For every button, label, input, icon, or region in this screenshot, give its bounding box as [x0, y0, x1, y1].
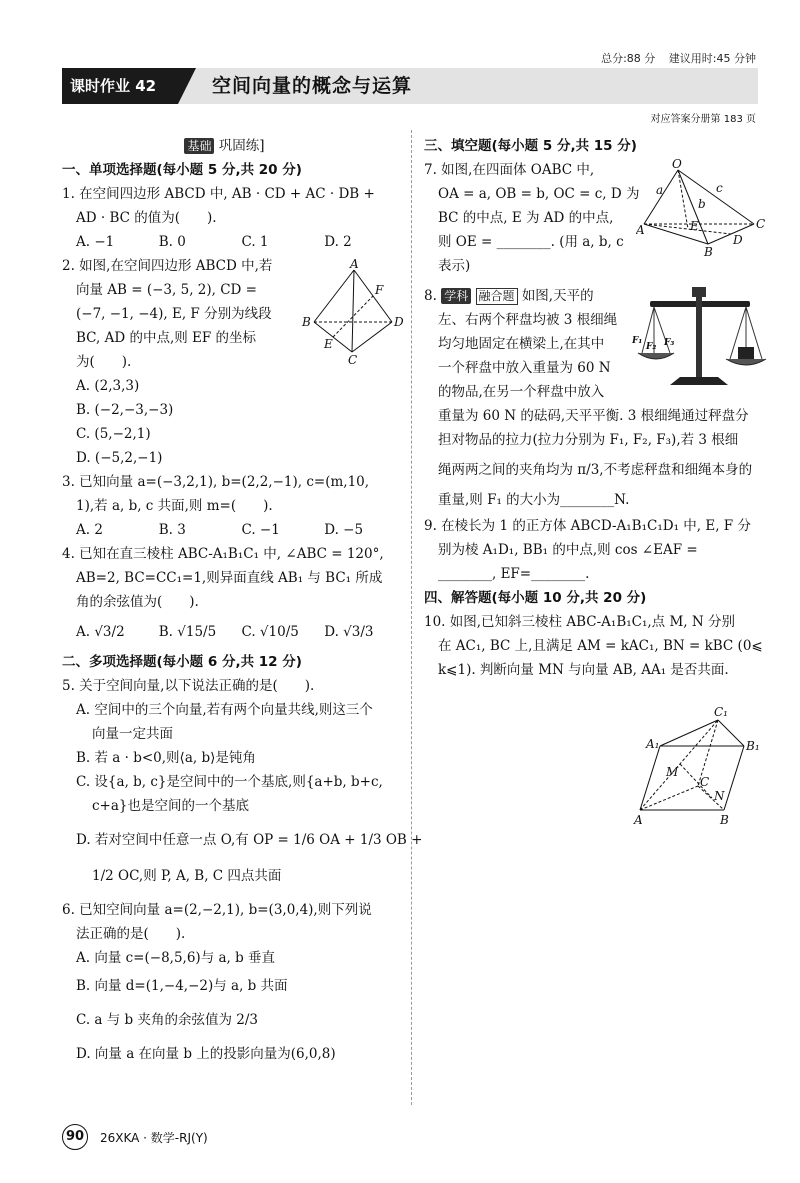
q10-line: 10. 如图,已知斜三棱柱 ABC-A₁B₁C₁,点 M, N 分别: [424, 614, 735, 630]
fig7-label: c: [716, 181, 723, 195]
question-4: [62, 542, 407, 644]
question-9: [424, 514, 760, 586]
q5-option-a[interactable]: A. 空间中的三个向量,若有两个向量共线,则这三个: [76, 702, 373, 718]
level-text: 巩固练]: [218, 138, 265, 154]
q4-line: 4. 已知在直三棱柱 ABC-A₁B₁C₁ 中, ∠ABC = 120°,: [62, 546, 384, 562]
q4-option-c[interactable]: C. √10/5: [241, 624, 299, 640]
q6-option-b[interactable]: B. 向量 d=(1,−4,−2)与 a, b 共面: [76, 978, 288, 994]
q8-line: 担对物品的拉力(拉力分别为 F₁, F₂, F₃),若 3 根细: [438, 432, 739, 448]
q4-option-b[interactable]: B. √15/5: [158, 624, 217, 640]
q2-option-d[interactable]: D. (−5,2,−1): [76, 450, 163, 466]
fig10-label: M: [666, 765, 679, 779]
integration-badge: 融合题: [476, 288, 518, 305]
level-heading: [62, 134, 407, 158]
q3-line: 3. 已知向量 a=(−3,2,1), b=(2,2,−1), c=(m,10,: [62, 474, 370, 490]
q4-option-d[interactable]: D. √3/3: [324, 624, 374, 640]
subject-badge: 学科: [441, 288, 471, 304]
q1-line: AD · BC 的值为( ).: [76, 210, 217, 226]
q7-line: BC 的中点, E 为 AD 的中点,: [438, 210, 614, 226]
figure-q2-tetrahedron: [300, 258, 410, 368]
page-title: 空间向量的概念与运算: [212, 75, 413, 97]
fig2-label: D: [394, 315, 404, 329]
fig7-label: a: [656, 183, 664, 197]
fig10-label: C: [700, 775, 710, 789]
q3-option-c[interactable]: C. −1: [241, 522, 280, 538]
score-info: [591, 50, 756, 66]
q1-option-c[interactable]: C. 1: [241, 234, 269, 250]
q6-option-a[interactable]: A. 向量 c=(−8,5,6)与 a, b 垂直: [76, 950, 276, 966]
q4-option-a[interactable]: A. √3/2: [76, 624, 125, 640]
q2-line: 向量 AB = (−3, 5, 2), CD =: [76, 282, 257, 298]
book-code: 26XKA · 数学-RJ(Y): [100, 1131, 208, 1145]
fig2-label: A: [350, 258, 359, 271]
q3-option-a[interactable]: A. 2: [76, 522, 103, 538]
figure-q8-balance: [630, 285, 770, 395]
q8-line: 重量为 60 N 的砝码,天平平衡. 3 根细绳通过秤盘分: [438, 408, 749, 424]
q4-line: AB=2, BC=CC₁=1,则异面直线 AB₁ 与 BC₁ 所成: [76, 570, 383, 586]
q8-line: 的物品,在另一个秤盘中放入: [438, 384, 605, 400]
figure-q10-prism: [632, 706, 768, 830]
q1-option-d[interactable]: D. 2: [324, 234, 352, 250]
q7-answer-line[interactable]: 则 OE = ________. (用 a, b, c: [438, 234, 624, 250]
q5-option-b[interactable]: B. 若 a · b<0,则⟨a, b⟩是钝角: [76, 750, 256, 766]
q2-option-c[interactable]: C. (5,−2,1): [76, 426, 151, 442]
q2-option-b[interactable]: B. (−2,−3,−3): [76, 402, 174, 418]
q7-line: 7. 如图,在四面体 OABC 中,: [424, 162, 595, 178]
fig7-label: D: [733, 233, 743, 247]
q6-line: 6. 已知空间向量 a=(2,−2,1), b=(3,0,4),则下列说: [62, 902, 372, 918]
question-10: [424, 610, 763, 682]
q2-line: (−7, −1, −4), E, F 分别为线段: [76, 306, 272, 322]
fig7-label: E: [690, 219, 699, 233]
section-multiple-choice: 二、多项选择题(每小题 6 分,共 12 分): [62, 654, 302, 670]
q5-option-a-cont: 向量一定共面: [92, 726, 173, 742]
fig10-label: A₁: [646, 737, 660, 751]
fig10-label: A: [634, 813, 643, 827]
q3-line: 1),若 a, b, c 共面,则 m=( ).: [76, 498, 273, 514]
q1-line: 1. 在空间四边形 ABCD 中, AB · CD + AC · DB +: [62, 186, 375, 202]
answer-reference: 对应答案分册第 183 页: [650, 114, 756, 125]
fig2-label: E: [324, 337, 333, 351]
figure-q7-tetrahedron: [636, 158, 766, 258]
q5-option-d-cont: 1/2 OC,则 P, A, B, C 四点共面: [92, 868, 282, 884]
q4-line: 角的余弦值为( ).: [76, 594, 199, 610]
q2-line: 为( ).: [76, 354, 132, 370]
question-6: [62, 898, 407, 1066]
level-badge: 基础: [184, 138, 214, 154]
section-solution: 四、解答题(每小题 10 分,共 20 分): [424, 590, 647, 606]
fig2-label: B: [302, 315, 311, 329]
q8-number: 8.: [424, 288, 437, 304]
q8-line: 绳两两之间的夹角均为 π/3,不考虑秤盘和细绳本身的: [438, 462, 753, 478]
q5-option-c-cont: c+a}也是空间的一个基底: [92, 798, 250, 814]
q8-line: 左、右两个秤盘均被 3 根细绳: [438, 312, 618, 328]
q10-line: k⩽1). 判断向量 MN 与向量 AB, AA₁ 是否共面.: [438, 662, 729, 678]
section-fill-blank: 三、填空题(每小题 5 分,共 15 分): [424, 138, 637, 154]
q2-line: 2. 如图,在空间四边形 ABCD 中,若: [62, 258, 273, 274]
q3-option-d[interactable]: D. −5: [324, 522, 364, 538]
fig7-label: C: [756, 217, 766, 231]
column-divider: [411, 130, 412, 1105]
section-single-choice: 一、单项选择题(每小题 5 分,共 20 分): [62, 162, 302, 178]
title-banner: [62, 68, 758, 104]
fig2-label: F: [375, 283, 384, 297]
fig7-label: b: [698, 197, 706, 211]
homework-badge: 课时作业 42: [62, 68, 178, 104]
q6-option-d[interactable]: D. 向量 a 在向量 b 上的投影向量为(6,0,8): [76, 1046, 336, 1062]
q1-option-b[interactable]: B. 0: [158, 234, 186, 250]
q6-line: 法正确的是( ).: [76, 926, 186, 942]
question-5: [62, 674, 423, 888]
fig8-force-label: F₁: [632, 336, 643, 346]
q9-answer-line[interactable]: ________, EF=________.: [438, 566, 590, 582]
q9-line: 9. 在棱长为 1 的正方体 ABCD-A₁B₁C₁D₁ 中, E, F 分: [424, 518, 751, 534]
fig8-force-label: F₃: [664, 338, 675, 348]
fig2-label: C: [348, 353, 358, 367]
q5-option-c[interactable]: C. 设{a, b, c}是空间中的一个基底,则{a+b, b+c,: [76, 774, 383, 790]
fig10-label: N: [714, 789, 725, 803]
fig10-label: C₁: [714, 706, 728, 719]
question-1: [62, 182, 407, 254]
q4-options: [62, 620, 407, 644]
banner-slant: [178, 68, 196, 104]
q2-line: BC, AD 的中点,则 EF 的坐标: [76, 330, 257, 346]
q7-line: 表示): [438, 258, 471, 274]
q6-option-c[interactable]: C. a 与 b 夹角的余弦值为 2/3: [76, 1012, 259, 1028]
q1-options: [62, 230, 407, 254]
q3-options: [62, 518, 407, 542]
fig10-label: B: [720, 813, 729, 827]
q3-option-b[interactable]: B. 3: [158, 522, 186, 538]
q2-option-a[interactable]: A. (2,3,3): [76, 378, 140, 394]
fig7-label: O: [672, 158, 682, 171]
fig10-label: B₁: [746, 739, 760, 753]
q8-text: 如图,天平的: [521, 288, 594, 304]
q7-line: OA = a, OB = b, OC = c, D 为: [438, 186, 640, 202]
q8-line: 一个秤盘中放入重量为 60 N: [438, 360, 611, 376]
fig8-force-label: F₂: [646, 342, 657, 352]
fig7-label: B: [704, 245, 713, 258]
q10-line: 在 AC₁, BC 上,且满足 AM = kAC₁, BN = kBC (0⩽: [438, 638, 763, 654]
q8-line: 均匀地固定在横梁上,在其中: [438, 336, 605, 352]
q8-answer-line[interactable]: 重量,则 F₁ 的大小为________N.: [438, 492, 630, 508]
page-number: 90: [62, 1124, 88, 1150]
q9-line: 别为棱 A₁D₁, BB₁ 的中点,则 cos ∠EAF =: [438, 542, 698, 558]
suggested-time: 建议用时:45 分钟: [668, 52, 756, 65]
q5-line: 5. 关于空间向量,以下说法正确的是( ).: [62, 678, 315, 694]
total-score: 总分:88 分: [601, 52, 656, 65]
question-3: [62, 470, 407, 542]
fig7-label: A: [636, 223, 645, 237]
q1-option-a[interactable]: A. −1: [76, 234, 115, 250]
q5-option-d[interactable]: D. 若对空间中任意一点 O,有 OP = 1/6 OA + 1/3 OB +: [76, 832, 423, 848]
